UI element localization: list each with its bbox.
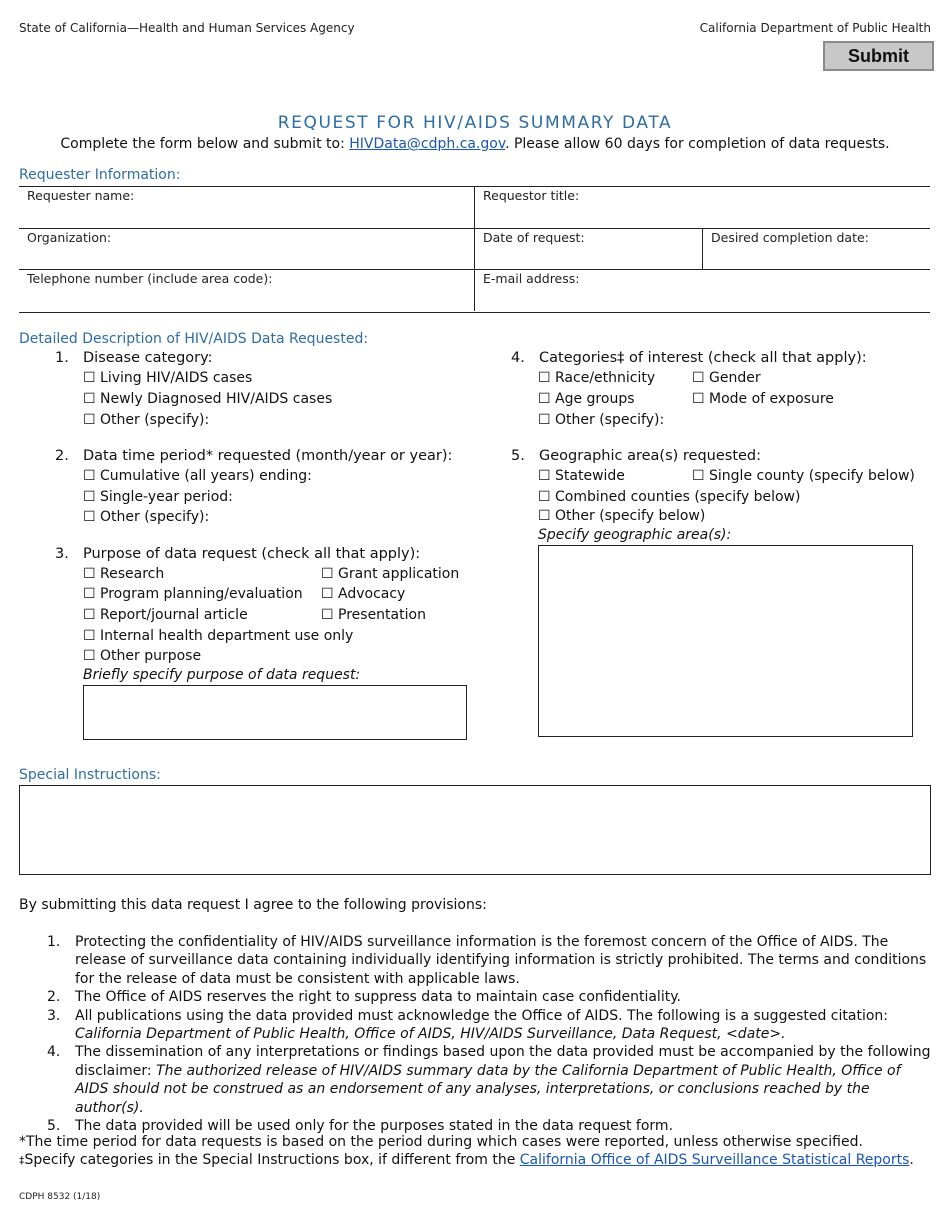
q3-option-grant[interactable]	[321, 566, 459, 582]
instructions-before: Complete the form below and submit to:	[60, 136, 350, 152]
option-label: Other (specify):	[100, 412, 210, 428]
checkbox-icon: ☐	[83, 489, 96, 505]
q2-number: 2.	[55, 448, 69, 464]
department-header: California Department of Public Health	[699, 21, 931, 35]
q1-number: 1.	[55, 350, 69, 366]
desired-completion-date-field[interactable]	[702, 229, 930, 270]
q4-option-gender[interactable]	[692, 370, 761, 386]
checkbox-icon: ☐	[83, 628, 96, 644]
checkbox-icon: ☐	[83, 391, 96, 407]
provision-number: 5.	[47, 1118, 61, 1135]
provisions-intro: By submitting this data request I agree to the following provisions:	[19, 897, 487, 913]
option-label: Statewide	[555, 468, 625, 484]
q3-option-advocacy[interactable]	[321, 586, 405, 602]
checkbox-icon: ☐	[83, 370, 96, 386]
geographic-specify-label: Specify geographic area(s):	[538, 527, 732, 543]
option-label: Other (specify):	[555, 412, 665, 428]
provision-item	[47, 1117, 932, 1135]
checkbox-icon: ☐	[538, 508, 551, 524]
option-label: Living HIV/AIDS cases	[100, 370, 253, 386]
requester-fields-table	[19, 186, 930, 313]
option-label: Grant application	[338, 566, 460, 582]
checkbox-icon: ☐	[538, 370, 551, 386]
q2-option-cumulative[interactable]	[83, 468, 312, 484]
requestor-title-field[interactable]	[474, 187, 930, 228]
requester-info-heading: Requester Information:	[19, 167, 181, 183]
q2-option-other[interactable]	[83, 509, 209, 525]
q2-label: Data time period* requested (month/year or year):	[83, 448, 453, 464]
checkbox-icon: ☐	[321, 607, 334, 623]
special-instructions-heading: Special Instructions:	[19, 767, 161, 783]
option-label: Mode of exposure	[709, 391, 834, 407]
q4-option-race[interactable]	[538, 370, 655, 386]
q1-option-other[interactable]	[83, 412, 209, 428]
purpose-specify-textbox[interactable]	[83, 685, 467, 740]
requester-name-field[interactable]	[19, 187, 474, 228]
provision-number: 2.	[47, 989, 61, 1006]
provision-item	[47, 1007, 932, 1044]
requester-row-1	[19, 187, 930, 228]
requester-name-label: Requester name:	[27, 188, 135, 203]
option-label: Other (specify below)	[555, 508, 706, 524]
checkbox-icon: ☐	[83, 509, 96, 525]
q3-option-other-purpose[interactable]	[83, 648, 201, 664]
q3-label: Purpose of data request (check all that apply):	[83, 546, 421, 562]
data-description-heading: Detailed Description of HIV/AIDS Data Requested:	[19, 331, 369, 347]
q1-option-newly-diagnosed[interactable]	[83, 391, 332, 407]
q5-option-other[interactable]	[538, 508, 705, 524]
q4-label: Categories‡ of interest (check all that apply):	[539, 350, 867, 366]
provision-text: The dissemination of any interpretations or findings based upon the data provided must be accompanied by the following disclaimer:	[75, 1044, 931, 1079]
special-instructions-textbox[interactable]	[19, 785, 931, 875]
q5-option-single-county[interactable]	[692, 468, 915, 484]
form-title: REQUEST FOR HIV/AIDS SUMMARY DATA	[277, 113, 673, 133]
q3-option-research[interactable]	[83, 566, 164, 582]
provision-text: Protecting the confidentiality of HIV/AIDS surveillance information is the foremost concern of the Office of AIDS. The release of surveillance data containing individually identifying information is strictly prohibited. The terms and conditions for the release of data must be consistent with applicable laws.	[75, 934, 927, 987]
provision-disclaimer: The authorized release of HIV/AIDS summary data by the California Department of Public Health, Office of AIDS should not be construed as an endorsement of any analyses, interpretations, or conclusions reached by the author(s).	[75, 1062, 901, 1116]
dagger-symbol: ‡	[19, 1154, 25, 1167]
option-label: Program planning/evaluation	[100, 586, 303, 602]
option-label: Report/journal article	[100, 607, 248, 623]
organization-label: Organization:	[27, 230, 112, 245]
date-of-request-label: Date of request:	[483, 230, 585, 245]
date-of-request-field[interactable]	[474, 229, 702, 270]
option-label: Presentation	[338, 607, 426, 623]
footnote-asterisk: *The time period for data requests is based on the period during which cases were reported, unless otherwise specified.	[19, 1134, 863, 1150]
provision-citation: California Department of Public Health, Office of AIDS, HIV/AIDS Surveillance, Data Request, <date>.	[75, 1026, 786, 1043]
surveillance-reports-link[interactable]: California Office of AIDS Surveillance Statistical Reports	[519, 1152, 910, 1168]
checkbox-icon: ☐	[83, 566, 96, 582]
q4-option-other[interactable]	[538, 412, 664, 428]
geographic-specify-textbox[interactable]	[538, 545, 913, 737]
requester-row-2	[19, 228, 930, 270]
option-label: Advocacy	[338, 586, 406, 602]
submission-email-link[interactable]: HIVData@cdph.ca.gov	[349, 136, 506, 152]
option-label: Single-year period:	[100, 489, 233, 505]
provision-item	[47, 1043, 932, 1117]
option-label: Age groups	[555, 391, 635, 407]
checkbox-icon: ☐	[538, 489, 551, 505]
checkbox-icon: ☐	[321, 586, 334, 602]
requester-row-3	[19, 269, 930, 311]
email-address-label: E-mail address:	[483, 271, 580, 286]
provision-number: 3.	[47, 1007, 61, 1024]
option-label: Single county (specify below)	[709, 468, 915, 484]
instructions-after: . Please allow 60 days for completion of data requests.	[505, 136, 890, 152]
checkbox-icon: ☐	[83, 468, 96, 484]
form-instructions	[0, 136, 950, 152]
q3-option-report[interactable]	[83, 607, 248, 623]
submit-button[interactable]: Submit	[823, 41, 934, 71]
footnote-dagger-text: Specify categories in the Special Instructions box, if different from the	[24, 1152, 520, 1168]
q5-option-statewide[interactable]	[538, 468, 625, 484]
q1-label: Disease category:	[83, 350, 213, 366]
checkbox-icon: ☐	[83, 607, 96, 623]
q5-option-combined-counties[interactable]	[538, 489, 800, 505]
option-label: Research	[100, 566, 165, 582]
purpose-specify-label: Briefly specify purpose of data request:	[83, 667, 361, 683]
q4-option-exposure[interactable]	[692, 391, 834, 407]
provision-text: The data provided will be used only for the purposes stated in the data request form.	[75, 1118, 674, 1135]
organization-field[interactable]	[19, 229, 474, 270]
provision-number: 4.	[47, 1044, 61, 1061]
footnote-dagger-end: .	[909, 1152, 914, 1168]
q3-option-internal[interactable]	[83, 628, 353, 644]
provision-text: The Office of AIDS reserves the right to suppress data to maintain case confidentiality.	[75, 989, 681, 1006]
checkbox-icon: ☐	[692, 370, 705, 386]
q3-number: 3.	[55, 546, 69, 562]
q1-option-living[interactable]	[83, 370, 252, 386]
checkbox-icon: ☐	[692, 468, 705, 484]
q2-option-single-year[interactable]	[83, 489, 233, 505]
q4-option-age[interactable]	[538, 391, 635, 407]
email-address-field[interactable]	[474, 270, 930, 311]
checkbox-icon: ☐	[83, 412, 96, 428]
option-label: Race/ethnicity	[555, 370, 656, 386]
q5-number: 5.	[511, 448, 525, 464]
checkbox-icon: ☐	[538, 391, 551, 407]
provision-item	[47, 988, 932, 1006]
option-label: Gender	[709, 370, 761, 386]
checkbox-icon: ☐	[538, 412, 551, 428]
provision-item	[47, 933, 932, 988]
requestor-title-label: Requestor title:	[483, 188, 580, 203]
desired-completion-date-label: Desired completion date:	[711, 230, 869, 245]
q4-number: 4.	[511, 350, 525, 366]
q5-label: Geographic area(s) requested:	[539, 448, 762, 464]
option-label: Cumulative (all years) ending:	[100, 468, 312, 484]
footnote-dagger	[19, 1152, 914, 1168]
option-label: Other (specify):	[100, 509, 210, 525]
checkbox-icon: ☐	[692, 391, 705, 407]
telephone-label: Telephone number (include area code):	[27, 271, 273, 286]
option-label: Internal health department use only	[100, 628, 354, 644]
agency-header: State of California—Health and Human Services Agency	[19, 21, 355, 35]
checkbox-icon: ☐	[83, 648, 96, 664]
provision-text: All publications using the data provided must acknowledge the Office of AIDS. The following is a suggested citation:	[75, 1007, 888, 1024]
q3-option-presentation[interactable]	[321, 607, 426, 623]
checkbox-icon: ☐	[321, 566, 334, 582]
checkbox-icon: ☐	[538, 468, 551, 484]
q3-option-program-planning[interactable]	[83, 586, 303, 602]
checkbox-icon: ☐	[83, 586, 96, 602]
telephone-field[interactable]	[19, 270, 474, 311]
option-label: Other purpose	[100, 648, 202, 664]
provisions-list	[47, 933, 932, 1135]
provision-number: 1.	[47, 934, 61, 950]
form-id: CDPH 8532 (1/18)	[19, 1192, 101, 1202]
option-label: Newly Diagnosed HIV/AIDS cases	[100, 391, 333, 407]
option-label: Combined counties (specify below)	[555, 489, 801, 505]
